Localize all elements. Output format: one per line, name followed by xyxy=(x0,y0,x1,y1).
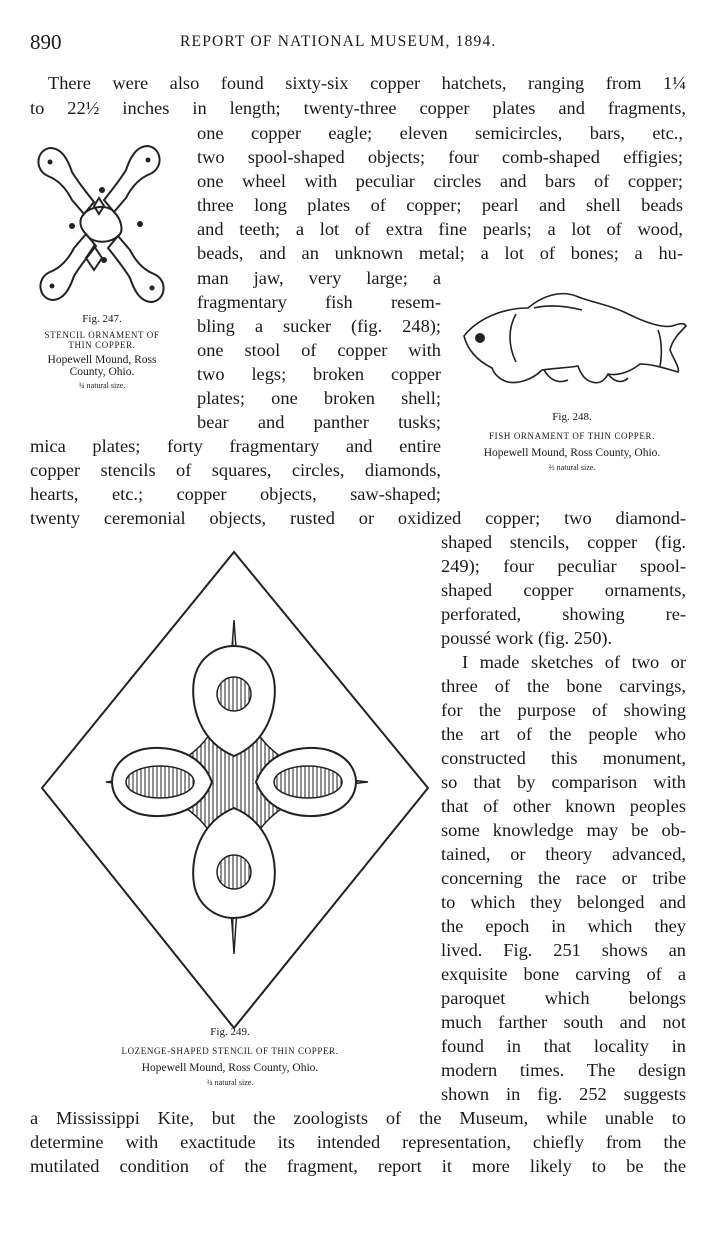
body-line: twenty ceremonial objects, rusted or oxidized copper; two diamond- xyxy=(30,508,686,528)
body-line: two legs; broken copper xyxy=(197,364,441,384)
body-line: poussé work (fig. 250). xyxy=(441,628,613,648)
body-line: that of other known peoples xyxy=(441,796,686,816)
lozenge-stencil-figure xyxy=(40,550,432,1030)
figure-number: Fig. 249. xyxy=(210,1026,250,1038)
body-line: the art of the people who xyxy=(441,724,686,744)
body-line: shown in fig. 252 suggests xyxy=(441,1084,686,1104)
body-line: so that by comparison with xyxy=(441,772,686,792)
figure-title: THIN COPPER. xyxy=(68,340,136,350)
body-line: shaped copper ornaments, xyxy=(441,580,686,600)
stencil-ornament-figure xyxy=(28,136,178,312)
body-line: shaped stencils, copper (fig. xyxy=(441,532,686,552)
figure-scale: ¾ natural size. xyxy=(78,381,126,390)
body-line: hearts, etc.; copper objects, saw-shaped; xyxy=(30,484,441,504)
body-line: There were also found sixty-six copper hatchets, ranging from 1¼ xyxy=(48,73,686,93)
figure-title: LOZENGE-SHAPED STENCIL OF THIN COPPER. xyxy=(121,1046,339,1056)
figure-249-caption xyxy=(70,1026,390,1087)
body-line: mica plates; forty fragmentary and entire xyxy=(30,436,441,456)
body-line: bear and panther tusks; xyxy=(197,412,441,432)
figure-location: Hopewell Mound, Ross County, Ohio. xyxy=(483,447,661,459)
figure-number: Fig. 248. xyxy=(552,411,592,423)
body-line: for the purpose of showing xyxy=(441,700,686,720)
body-line: 249); four peculiar spool- xyxy=(441,556,686,576)
body-line: mutilated condition of the fragment, report it more likely to be the xyxy=(30,1156,686,1176)
body-line: perforated, showing re- xyxy=(441,604,686,624)
body-line: plates; one broken shell; xyxy=(197,388,441,408)
body-line: one wheel with peculiar circles and bars of copper; xyxy=(197,171,683,191)
figure-location: County, Ohio. xyxy=(69,366,135,378)
page-number: 890 xyxy=(30,30,62,54)
figure-location: Hopewell Mound, Ross xyxy=(47,354,157,366)
body-line: bling a sucker (fig. 248); xyxy=(197,316,441,336)
body-line: modern times. The design xyxy=(441,1060,686,1080)
page-header xyxy=(30,30,694,54)
figure-248-caption xyxy=(452,411,692,472)
body-line: I made sketches of two or xyxy=(462,652,686,672)
body-line: one copper eagle; eleven semicircles, bars, etc., xyxy=(197,123,683,143)
fish-ornament-figure xyxy=(458,284,690,402)
body-line: three of the bone carvings, xyxy=(441,676,686,696)
body-line: determine with exactitude its intended representation, chiefly from the xyxy=(30,1132,686,1152)
body-line: to which they belonged and xyxy=(441,892,686,912)
body-line: a Mississippi Kite, but the zoologists of the Museum, while unable to xyxy=(30,1108,686,1128)
body-line: three long plates of copper; pearl and shell beads xyxy=(197,195,683,215)
body-line: tained, or theory advanced, xyxy=(441,844,686,864)
body-line: man jaw, very large; a xyxy=(197,268,441,288)
body-line: concerning the race or tribe xyxy=(441,868,686,888)
body-line: exquisite bone carving of a xyxy=(441,964,686,984)
body-line: much farther south and not xyxy=(441,1012,686,1032)
body-line: fragmentary fish resem- xyxy=(197,292,441,312)
body-line: one stool of copper with xyxy=(197,340,441,360)
body-line: the epoch in which they xyxy=(441,916,686,936)
body-line: found in that locality in xyxy=(441,1036,686,1056)
body-line: some knowledge may be ob- xyxy=(441,820,686,840)
figure-scale: ¾ natural size. xyxy=(206,1078,254,1087)
figure-location: Hopewell Mound, Ross County, Ohio. xyxy=(141,1062,319,1074)
running-title: REPORT OF NATIONAL MUSEUM, 1894. xyxy=(180,33,497,50)
body-line: to 22½ inches in length; twenty-three copper plates and fragments, xyxy=(30,98,686,118)
figure-scale: ⅔ natural size. xyxy=(548,463,596,472)
body-line: copper stencils of squares, circles, diamonds, xyxy=(30,460,441,480)
body-line: paroquet which belongs xyxy=(441,988,686,1008)
body-line: lived. Fig. 251 shows an xyxy=(441,940,686,960)
body-line: and teeth; a lot of extra fine pearls; a lot of wood, xyxy=(197,219,683,239)
figure-title: FISH ORNAMENT OF THIN COPPER. xyxy=(489,431,655,441)
figure-247-caption xyxy=(22,313,182,390)
body-line: beads, and an unknown metal; a lot of bones; a hu- xyxy=(197,243,683,263)
figure-number: Fig. 247. xyxy=(82,313,122,325)
body-line: two spool-shaped objects; four comb-shaped effigies; xyxy=(197,147,683,167)
figure-title: STENCIL ORNAMENT OF xyxy=(44,330,160,340)
body-line: constructed this monument, xyxy=(441,748,686,768)
